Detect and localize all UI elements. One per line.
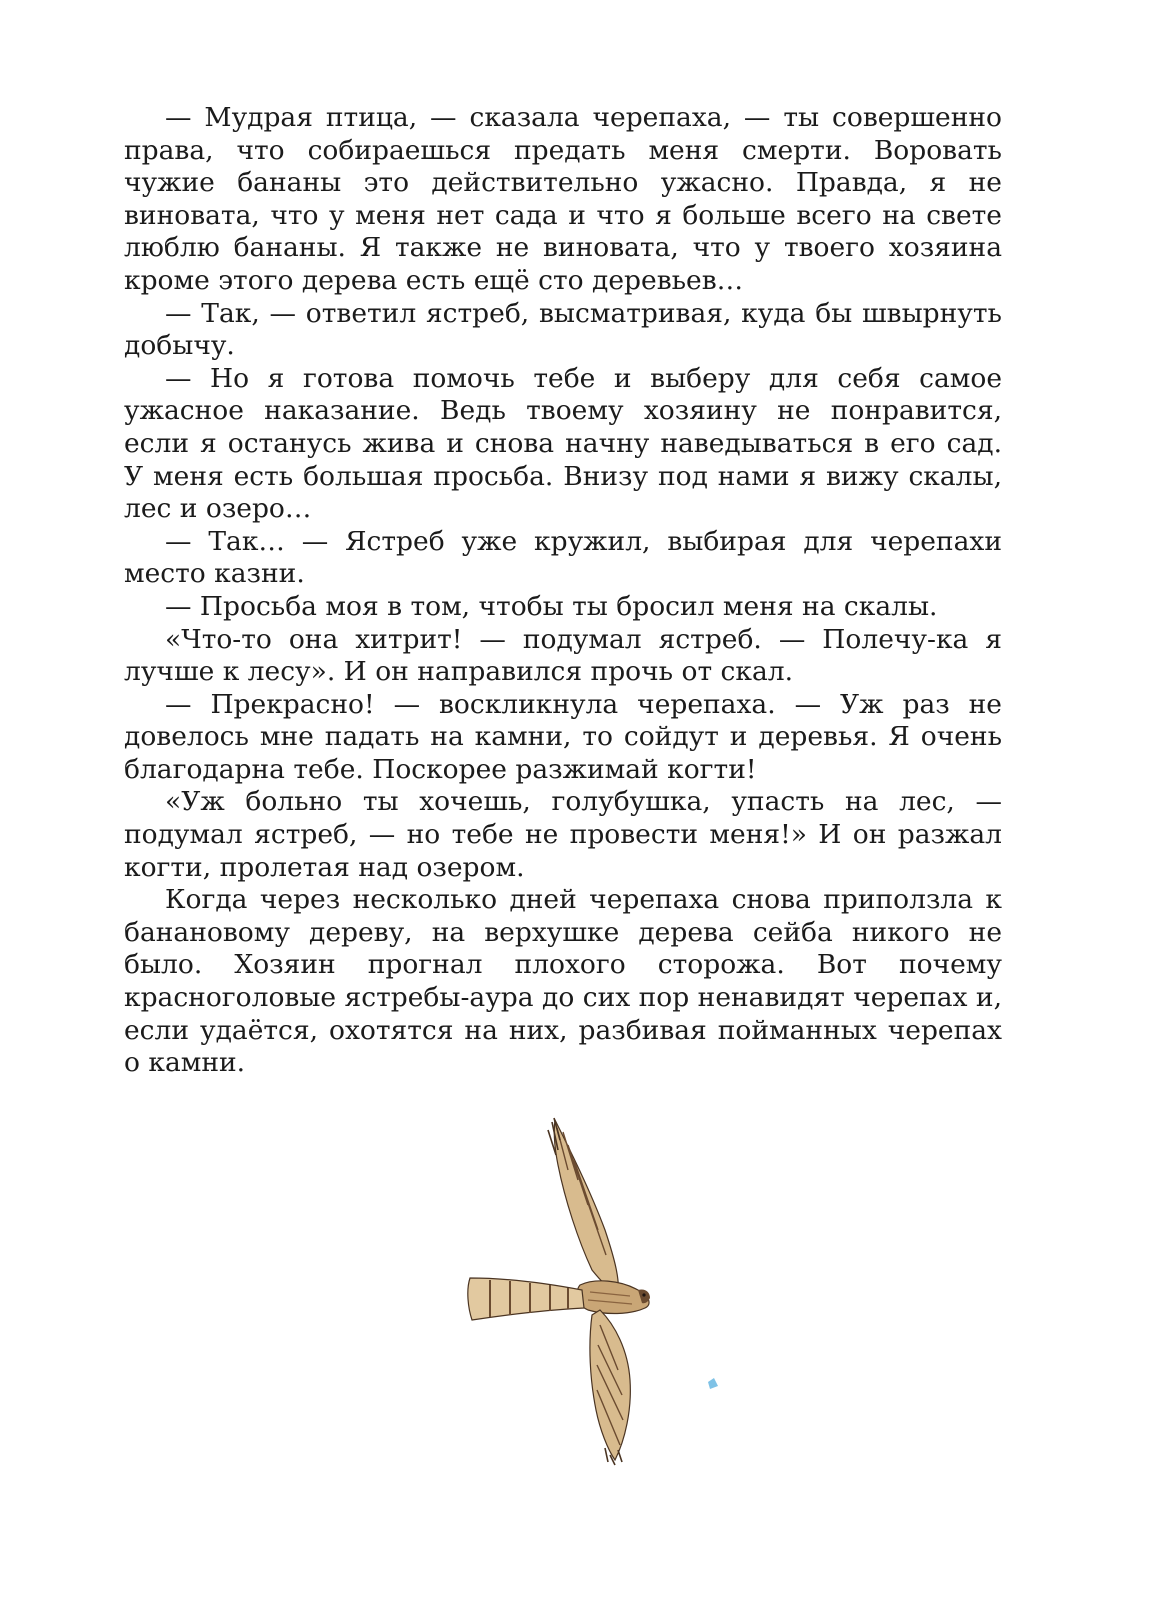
hawk-upper-wing [548,1118,618,1295]
hawk-body [577,1281,650,1314]
paragraph-4: — Так… — Ястреб уже кружил, выбирая для черепахи место казни. [124,525,1002,590]
paragraph-7: — Прекрасно! — воскликнула черепаха. — Уж раз не довелось мне падать на камни, то сойдут и деревья. Я очень благодарна тебе. Поскорее разжимай когти! [124,688,1002,785]
paragraph-2: — Так, — ответил ястреб, высматривая, куда бы швырнуть добычу. [124,297,1002,362]
paragraph-1: — Мудрая птица, — сказала черепаха, — ты совершенно права, что собираешься предать меня смерти. Воровать чужие бананы это действительно ужасно. Правда, я не виновата, что у меня нет сада и что я больше всего на свете люблю бананы. Я также не виновата, что у твоего хозяина кроме этого дерева есть ещё сто деревьев… [124,102,1002,296]
paragraph-3: — Но я готова помочь тебе и выберу для себя самое ужасное наказание. Ведь твоему хозяину не понравится, если я останусь жива и снова начну наведываться в его сад. У меня есть большая просьба. Внизу под нами я вижу скалы, лес и озеро… [124,362,1002,525]
paragraph-8: «Уж больно ты хочешь, голубушка, упасть на лес, — подумал ястреб, — но тебе не провести меня!» И он разжал когти, пролетая над озером. [124,786,1002,883]
paragraph-6: «Что-то она хитрит! — подумал ястреб. — Полечу-ка я лучше к лесу». И он направился прочь от скал. [124,623,1002,688]
paragraph-5: — Просьба моя в том, чтобы ты бросил меня на скалы. [165,590,938,622]
blue-speck [708,1378,718,1389]
hawk-illustration [460,1110,730,1470]
paragraph-9: Когда через несколько дней черепаха снова приползла к банановому дереву, на верхушке дерева сейба никого не было. Хозяин прогнал плохого сторожа. Вот почему красноголовые ястребы-аура до сих пор ненавидят черепах и, если удаётся, охотятся на них, разбивая пойманных черепах о камни. [124,884,1002,1079]
story-text [124,102,1002,1080]
hawk-lower-wing [590,1310,630,1465]
hawk-tail [468,1278,584,1320]
